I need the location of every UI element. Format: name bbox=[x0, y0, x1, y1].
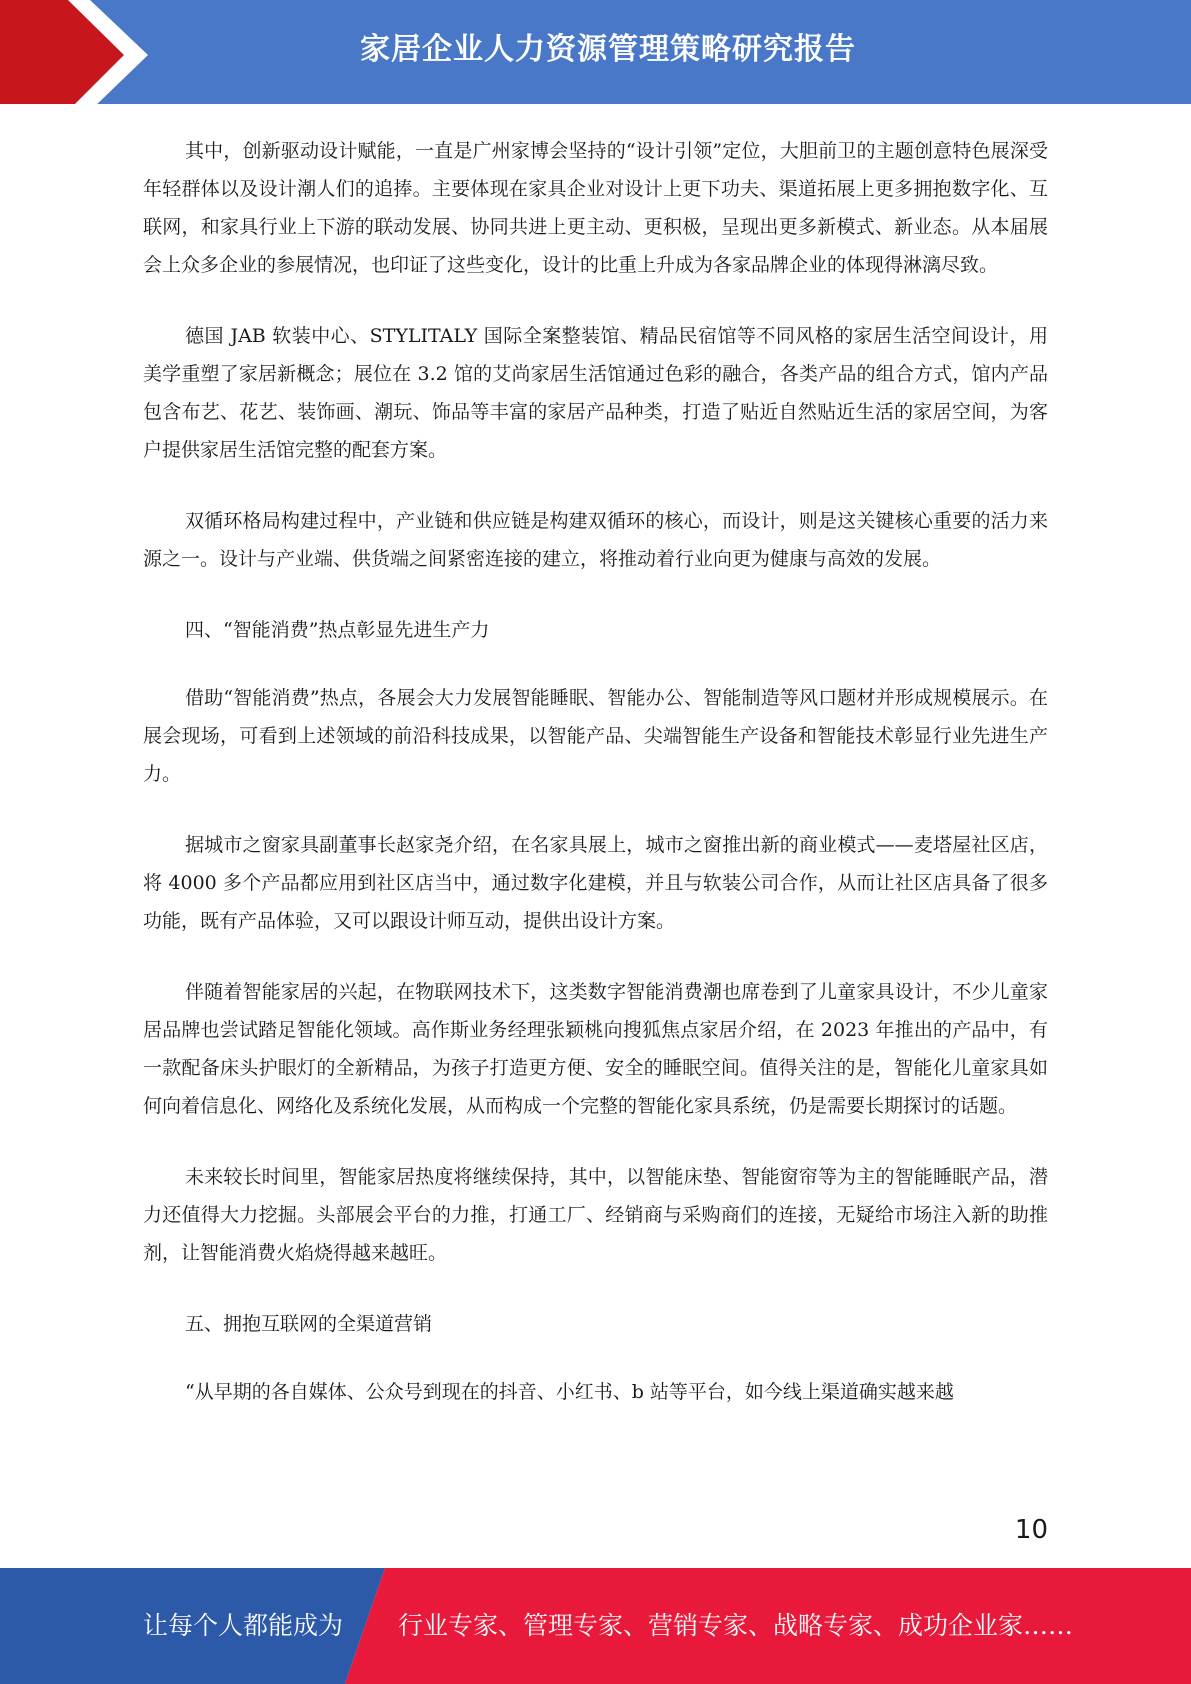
footer-slogan-left: 让每个人都能成为 bbox=[143, 1611, 344, 1640]
body-paragraph: 据城市之窗家具副董事长赵家尧介绍，在名家具展上，城市之窗推出新的商业模式——麦塔屋社区店，将 4000 多个产品都应用到社区店当中，通过数字化建模，并且与软装公司合作，从而让社区店具备了很多功能，既有产品体验，又可以跟设计师互动，提供出设计方案。 bbox=[143, 834, 1048, 932]
body-paragraph: 双循环格局构建过程中，产业链和供应链是构建双循环的核心，而设计，则是这关键核心重要的活力来源之一。设计与产业端、供货端之间紧密连接的建立，将推动着行业向更为健康与高效的发展。 bbox=[143, 510, 1048, 570]
section-heading-4: 四、“智能消费”热点彰显先进生产力 bbox=[185, 619, 490, 641]
report-title: 家居企业人力资源管理策略研究报告 bbox=[360, 32, 856, 67]
section-heading-5: 五、拥抱互联网的全渠道营销 bbox=[185, 1313, 433, 1335]
body-paragraph: 伴随着智能家居的兴起，在物联网技术下，这类数字智能消费潮也席卷到了儿童家具设计，不少儿童家居品牌也尝试踏足智能化领域。高作斯业务经理张颖桃向搜狐焦点家居介绍，在 2023 年推出的产品中，有一款配备床头护眼灯的全新精品，为孩子打造更方便、安全的睡眠空间。值得关注的是，智能化儿童家具如何向着信息化、网络化及系统化发展，从而构成一个完整的智能化家具系统，仍是需要长期探讨的话题。 bbox=[143, 981, 1048, 1117]
document-body bbox=[143, 132, 1048, 1411]
page-number: 10 bbox=[1014, 1515, 1048, 1545]
page-footer bbox=[0, 1568, 1191, 1684]
page-header bbox=[0, 0, 1191, 111]
continued-paragraph: “从早期的各自媒体、公众号到现在的抖音、小红书、b 站等平台，如今线上渠道确实越来越 bbox=[185, 1381, 954, 1403]
body-paragraph: 其中，创新驱动设计赋能，一直是广州家博会坚持的“设计引领”定位，大胆前卫的主题创意特色展深受年轻群体以及设计潮人们的追捧。主要体现在家具企业对设计上更下功夫、渠道拓展上更多拥抱数字化、互联网，和家具行业上下游的联动发展、协同共进上更主动、更积极，呈现出更多新模式、新业态。从本届展会上众多企业的参展情况，也印证了这些变化，设计的比重上升成为各家品牌企业的体现得淋漓尽致。 bbox=[143, 140, 1048, 276]
body-paragraph: 未来较长时间里，智能家居热度将继续保持，其中，以智能床垫、智能窗帘等为主的智能睡眠产品，潜力还值得大力挖掘。头部展会平台的力推，打通工厂、经销商与采购商们的连接，无疑给市场注入新的助推剂，让智能消费火焰烧得越来越旺。 bbox=[143, 1166, 1048, 1264]
body-paragraph: 德国 JAB 软装中心、STYLITALY 国际全案整装馆、精品民宿馆等不同风格的家居生活空间设计，用美学重塑了家居新概念；展位在 3.2 馆的艾尚家居生活馆通过色彩的融合，各类产品的组合方式，馆内产品包含布艺、花艺、装饰画、潮玩、饰品等丰富的家居产品种类，打造了贴近自然贴近生活的家居空间，为客户提供家居生活馆完整的配套方案。 bbox=[143, 325, 1048, 461]
body-paragraph: 借助“智能消费”热点，各展会大力发展智能睡眠、智能办公、智能制造等风口题材并形成规模展示。在展会现场，可看到上述领域的前沿科技成果，以智能产品、尖端智能生产设备和智能技术彰显行业先进生产力。 bbox=[143, 687, 1048, 785]
footer-slogan-right: 行业专家、管理专家、营销专家、战略专家、成功企业家…… bbox=[398, 1611, 1074, 1640]
